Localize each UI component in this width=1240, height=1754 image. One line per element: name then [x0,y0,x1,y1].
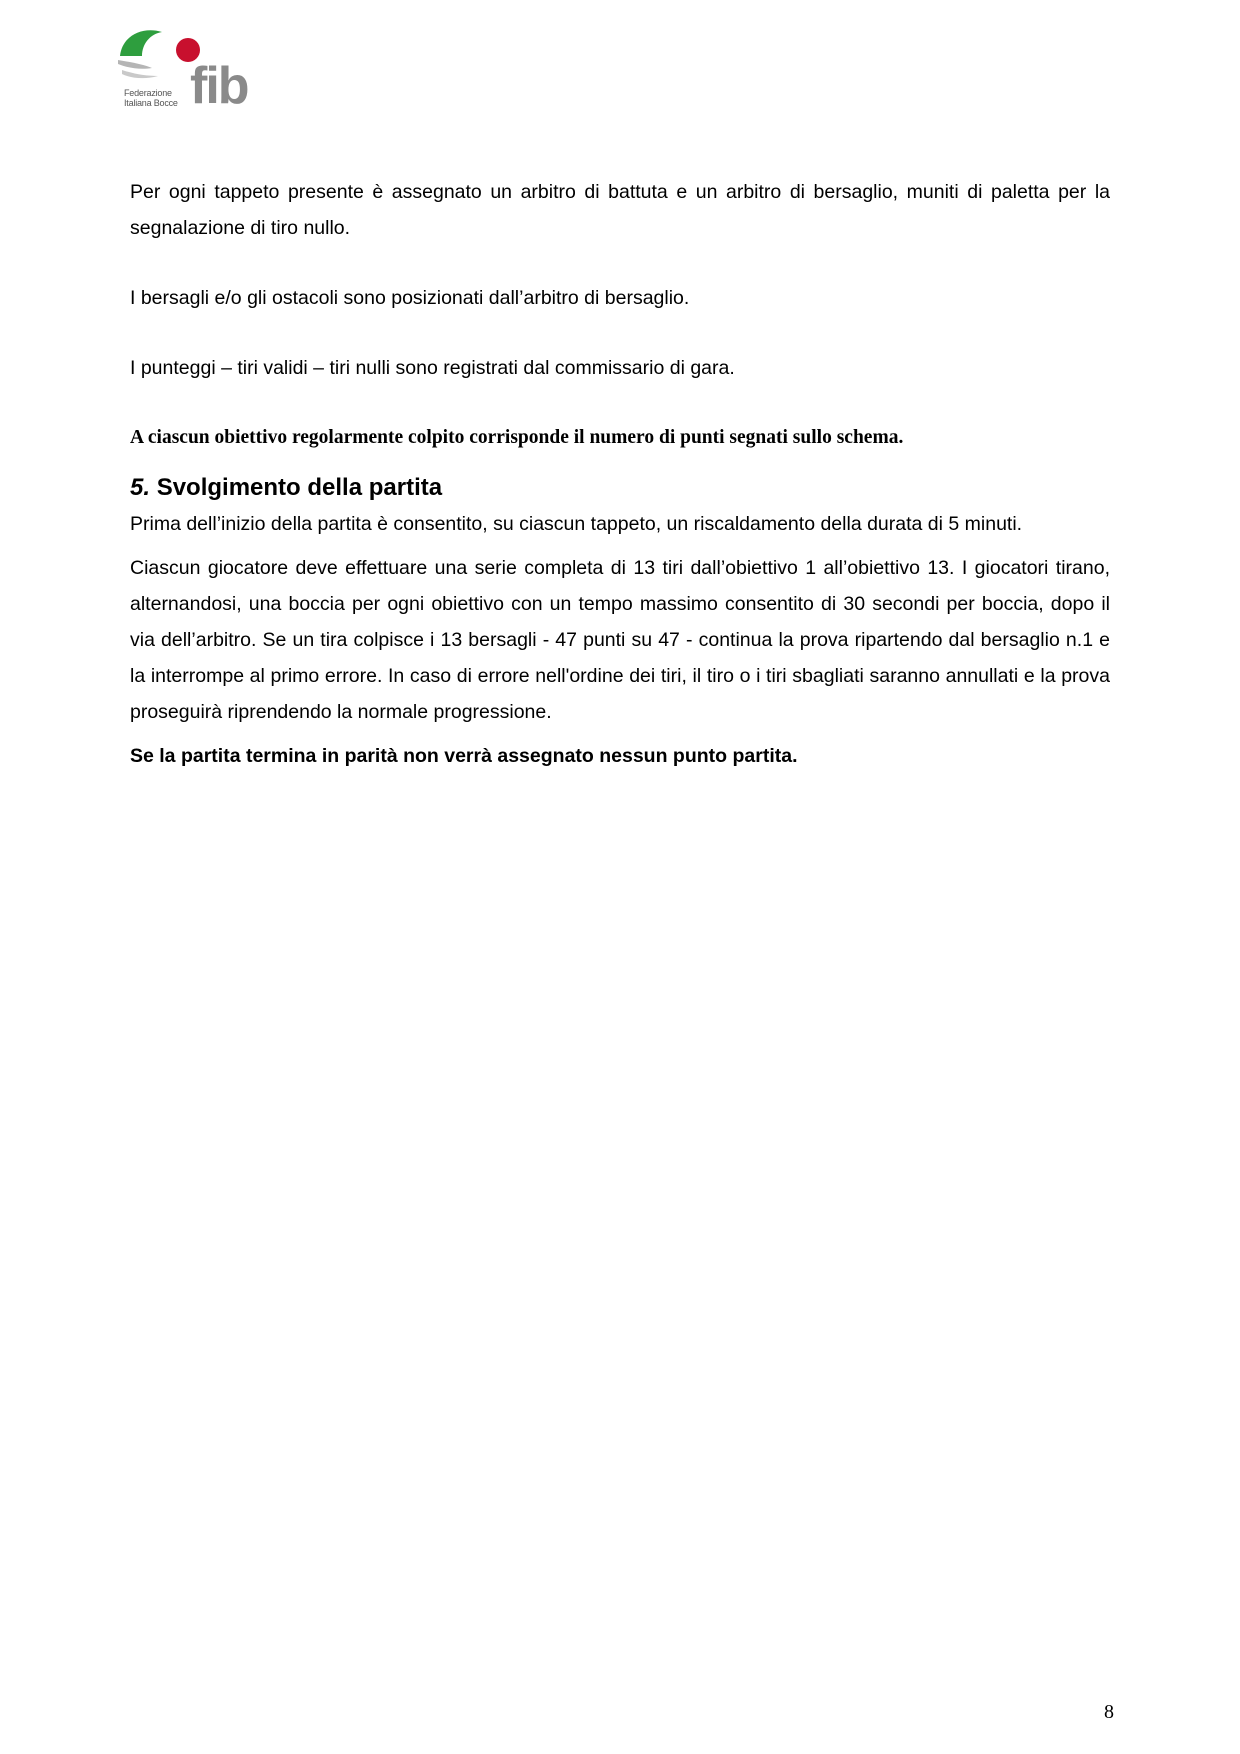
logo-caption [124,88,178,108]
document-body [130,174,1110,774]
fib-logo [116,26,266,118]
paragraph-punteggi: I punteggi – tiri validi – tiri nulli sono registrati dal commissario di gara. [130,357,735,379]
paragraph-bersagli: I bersagli e/o gli ostacoli sono posizionati dall’arbitro di bersaglio. [130,287,690,309]
section-heading [130,472,1110,504]
paragraph-serie-tiri: Ciascun giocatore deve effettuare una serie completa di 13 tiri dall’obiettivo 1 all’obiettivo 13. I giocatori tirano, alternandosi, una boccia per ogni obiettivo con un tempo massimo consentito di 30 secondi per boccia, dopo il via dell’arbitro. Se un tira colpisce i 13 bersagli - 47 punti su 47 - continua la prova ripartendo dal bersaglio n.1 e la interrompe al primo errore. In caso di errore nell'ordine dei tiri, il tiro o i tiri sbagliati saranno annullati e la prova proseguirà riprendendo la normale progressione. [130,557,1110,723]
section-number: 5. [130,474,151,501]
page-number: 8 [1104,1701,1114,1723]
paragraph-arbitri: Per ogni tappeto presente è assegnato un arbitro di battuta e un arbitro di bersaglio, muniti di paletta per la segnalazione di tiro nullo. [130,181,1110,239]
logo-caption-line1: Federazione [124,88,172,98]
logo-caption-line2: Italiana Bocce [124,98,178,108]
section-title: Svolgimento della partita [156,474,443,501]
paragraph-riscaldamento: Prima dell’inizio della partita è consentito, su ciascun tappeto, un riscaldamento della durata di 5 minuti. [130,513,1023,535]
logo-green-arc [120,30,162,56]
logo-grey-swoosh-1 [118,60,152,69]
logo-grey-swoosh-2 [122,70,158,78]
paragraph-parita: Se la partita termina in parità non verrà assegnato nessun punto partita. [130,745,798,767]
paragraph-obiettivo-punti: A ciascun obiettivo regolarmente colpito corrisponde il numero di punti segnati sullo schema. [130,427,904,448]
logo-wordmark: fib [190,57,248,115]
